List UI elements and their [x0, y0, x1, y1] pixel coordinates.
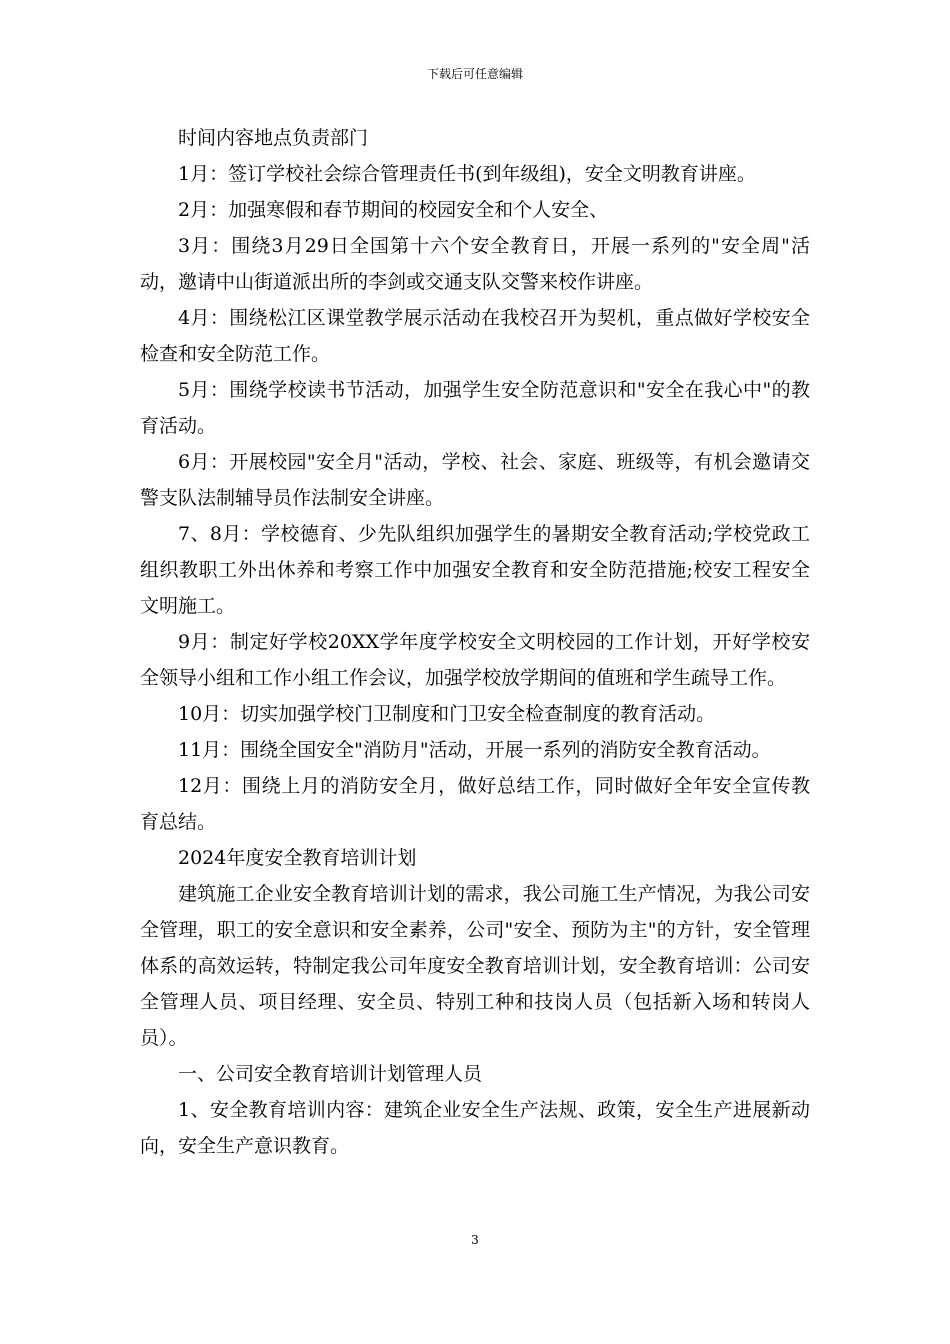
- paragraph-training-intro: 建筑施工企业安全教育培训计划的需求，我公司施工生产情况，为我公司安全管理，职工的安全意识和安全素养，公司"安全、预防为主"的方针，安全管理体系的高效运转，特制定我公司年度安全教育培训计划，安全教育培训：公司安全管理人员、项目经理、安全员、特别工种和技岗人员（包括新入场和转岗人员）。: [140, 883, 810, 1049]
- paragraph-september: 9月：制定好学校20XX学年度学校安全文明校园的工作计划，开好学校安全领导小组和工作小组工作会议，加强学校放学期间的值班和学生疏导工作。: [140, 631, 810, 689]
- section-heading-management: 一、公司安全教育培训计划管理人员: [178, 1063, 483, 1085]
- paragraph-schedule-heading: 时间内容地点负责部门: [178, 127, 369, 149]
- paragraph-training-content: 1、安全教育培训内容：建筑企业安全生产法规、政策，安全生产进展新动向，安全生产意识教育。: [140, 1099, 810, 1157]
- paragraph-october: 10月：切实加强学校门卫制度和门卫安全检查制度的教育活动。: [178, 703, 716, 725]
- paragraph-june: 6月：开展校园"安全月"活动，学校、社会、家庭、班级等，有机会邀请交警支队法制辅导员作法制安全讲座。: [140, 451, 810, 509]
- paragraph-january: 1月：签订学校社会综合管理责任书(到年级组)，安全文明教育讲座。: [178, 163, 756, 185]
- section-title-training-plan: 2024年度安全教育培训计划: [178, 847, 417, 869]
- paragraph-november: 11月：围绕全国安全"消防月"活动，开展一系列的消防安全教育活动。: [178, 739, 771, 761]
- document-body: [140, 120, 810, 1164]
- paragraph-december: 12月：围绕上月的消防安全月，做好总结工作，同时做好全年安全宣传教育总结。: [140, 775, 810, 833]
- page-number: 3: [471, 1233, 479, 1247]
- paragraph-july-august: 7、8月：学校德育、少先队组织加强学生的暑期安全教育活动;学校党政工组织教职工外出休养和考察工作中加强安全教育和安全防范措施;校安工程安全文明施工。: [140, 523, 810, 617]
- paragraph-april: 4月：围绕松江区课堂教学展示活动在我校召开为契机，重点做好学校安全检查和安全防范工作。: [140, 307, 810, 365]
- page-header: 下载后可任意编辑: [426, 67, 523, 81]
- paragraph-may: 5月：围绕学校读书节活动，加强学生安全防范意识和"安全在我心中"的教育活动。: [140, 379, 810, 437]
- paragraph-march: 3月：围绕3月29日全国第十六个安全教育日，开展一系列的"安全周"活动，邀请中山街道派出所的李剑或交通支队交警来校作讲座。: [140, 235, 810, 293]
- paragraph-february: 2月：加强寒假和春节期间的校园安全和个人安全、: [178, 199, 609, 221]
